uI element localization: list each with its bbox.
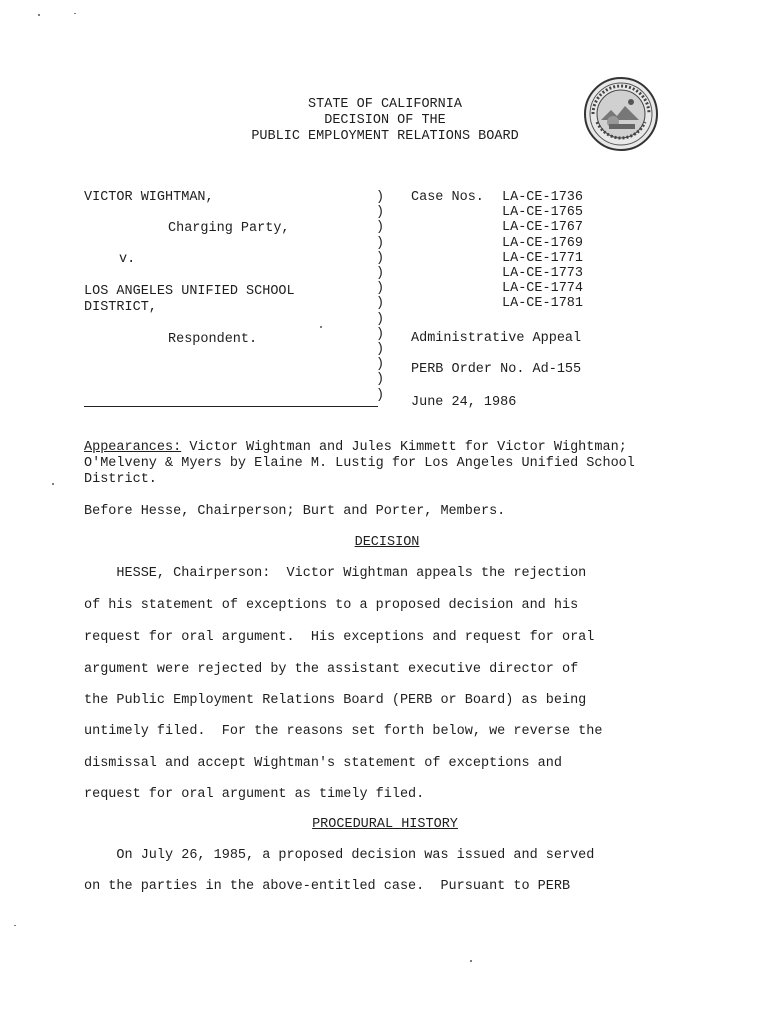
case-number: LA-CE-1767 [502, 220, 584, 236]
scan-speck [52, 483, 54, 485]
decision-line: argument were rejected by the assistant executive director of [84, 662, 579, 677]
decision-line: the Public Employment Relations Board (PERB or Board) as being [84, 693, 587, 708]
scan-speck [38, 14, 40, 16]
decision-date: June 24, 1986 [411, 395, 517, 410]
case-number: LA-CE-1773 [502, 266, 584, 282]
case-number: LA-CE-1781 [502, 296, 584, 312]
caption-rule [84, 406, 378, 407]
scan-speck [320, 326, 322, 328]
respondent-name-line1: LOS ANGELES UNIFIED SCHOOL [84, 284, 295, 299]
case-number: LA-CE-1774 [502, 281, 584, 297]
decision-line: request for oral argument as timely filed. [84, 787, 425, 802]
header-line-board: PUBLIC EMPLOYMENT RELATIONS BOARD [251, 129, 519, 144]
header-line-decision: DECISION OF THE [324, 113, 446, 128]
case-number: LA-CE-1736 [502, 190, 584, 205]
panel-statement: Before Hesse, Chairperson; Burt and Porter, Members. [84, 504, 506, 519]
procedural-line: On July 26, 1985, a proposed decision was issued and served [84, 848, 595, 863]
scan-speck [14, 925, 16, 926]
caption-divider: ) ) ) ) ) ) ) ) ) ) ) ) ) ) [376, 190, 385, 403]
decision-heading: DECISION [354, 535, 420, 550]
appearances-text: Victor Wightman and Jules Kimmett for Victor Wightman; O'Melveny & Myers by Elaine M. Lustig for Los Angeles Unified School District. [84, 440, 635, 487]
case-label: Case Nos. [411, 190, 484, 205]
procedural-line: on the parties in the above-entitled case. Pursuant to PERB [84, 879, 571, 894]
header-line-state: STATE OF CALIFORNIA [308, 97, 462, 112]
case-number: LA-CE-1769 [502, 235, 584, 251]
case-number: LA-CE-1771 [502, 250, 584, 266]
decision-line: untimely filed. For the reasons set forth below, we reverse the [84, 724, 603, 739]
respondent-name-line2: DISTRICT, [84, 300, 157, 315]
decision-line: request for oral argument. His exceptions and request for oral [84, 630, 595, 645]
scan-speck [470, 960, 472, 962]
appearances-paragraph [84, 440, 674, 488]
appearances-label: Appearances: [84, 440, 182, 455]
case-number: LA-CE-1765 [502, 205, 584, 221]
charging-party-role: Charging Party, [168, 221, 290, 236]
charging-party-name: VICTOR WIGHTMAN, [84, 190, 214, 205]
versus: v. [119, 252, 136, 267]
appeal-type: Administrative Appeal [411, 331, 582, 346]
respondent-role: Respondent. [168, 332, 258, 347]
state-seal-icon [583, 76, 659, 152]
scan-speck [74, 13, 76, 14]
decision-line: HESSE, Chairperson: Victor Wightman appeals the rejection [84, 566, 587, 581]
decision-line: of his statement of exceptions to a proposed decision and his [84, 598, 579, 613]
procedural-history-heading: PROCEDURAL HISTORY [312, 817, 458, 832]
order-number: PERB Order No. Ad-155 [411, 362, 582, 377]
case-number-list [502, 190, 583, 312]
decision-line: dismissal and accept Wightman's statement of exceptions and [84, 756, 562, 771]
